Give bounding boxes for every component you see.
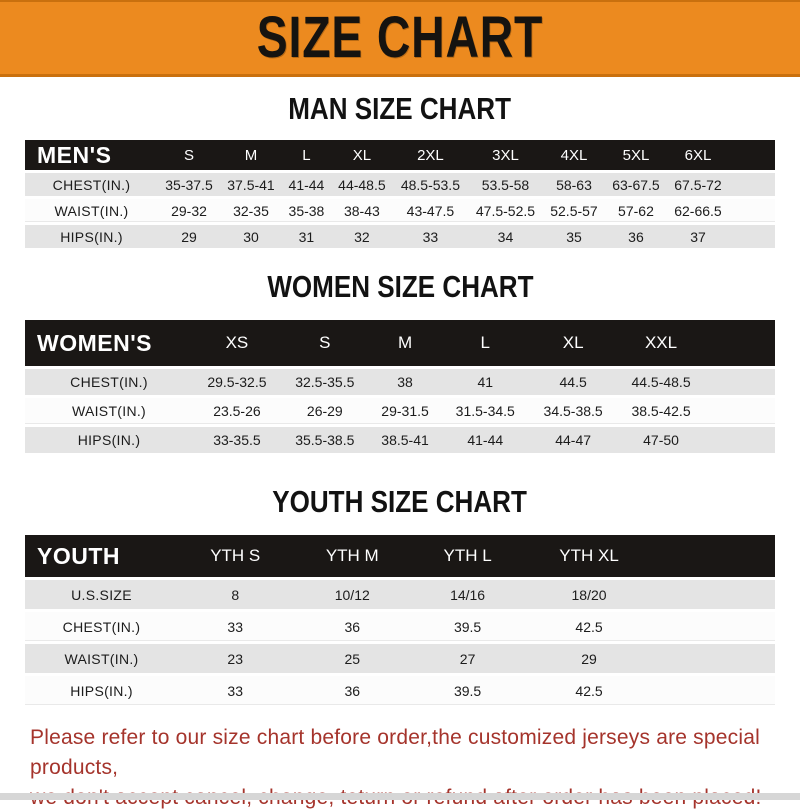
section-youth bbox=[0, 484, 800, 708]
table-row bbox=[25, 580, 775, 609]
women-size-table bbox=[25, 317, 775, 456]
table-row bbox=[25, 612, 775, 641]
size-cell: 42.5 bbox=[523, 612, 655, 641]
size-cell: 35 bbox=[543, 225, 605, 248]
size-cell: 33 bbox=[178, 676, 292, 705]
row-label: WAIST(IN.) bbox=[25, 199, 158, 222]
size-cell: 44.5-48.5 bbox=[617, 369, 705, 395]
size-cell: 38 bbox=[369, 369, 442, 395]
table-row bbox=[25, 644, 775, 673]
size-cell: 63-67.5 bbox=[605, 173, 667, 196]
size-column-header: L bbox=[441, 320, 529, 366]
size-cell: 27 bbox=[412, 644, 523, 673]
size-cell: 44-48.5 bbox=[331, 173, 393, 196]
size-column-header: 6XL bbox=[667, 140, 729, 170]
men-heading-text: MAN SIZE CHART bbox=[288, 91, 512, 126]
size-cell: 35-38 bbox=[282, 199, 331, 222]
size-cell: 35.5-38.5 bbox=[281, 427, 369, 453]
row-filler bbox=[705, 369, 775, 395]
row-filler bbox=[729, 199, 775, 222]
size-cell: 33 bbox=[393, 225, 468, 248]
row-label: WAIST(IN.) bbox=[25, 644, 178, 673]
row-label: HIPS(IN.) bbox=[25, 225, 158, 248]
size-cell: 34 bbox=[468, 225, 543, 248]
size-cell: 8 bbox=[178, 580, 292, 609]
youth-size-table bbox=[25, 532, 775, 708]
size-cell: 36 bbox=[605, 225, 667, 248]
size-column-header: 2XL bbox=[393, 140, 468, 170]
size-cell: 67.5-72 bbox=[667, 173, 729, 196]
size-cell: 44.5 bbox=[529, 369, 617, 395]
size-cell: 10/12 bbox=[292, 580, 412, 609]
table-row bbox=[25, 173, 775, 196]
table-row bbox=[25, 676, 775, 705]
size-cell: 23 bbox=[178, 644, 292, 673]
size-cell: 34.5-38.5 bbox=[529, 398, 617, 424]
size-cell: 36 bbox=[292, 676, 412, 705]
table-row bbox=[25, 225, 775, 248]
header-filler bbox=[705, 320, 775, 366]
size-cell: 47-50 bbox=[617, 427, 705, 453]
row-filler bbox=[655, 644, 775, 673]
size-column-header: YTH XL bbox=[523, 535, 655, 577]
row-label: WAIST(IN.) bbox=[25, 398, 193, 424]
size-table-header-row bbox=[25, 535, 775, 577]
size-cell: 33 bbox=[178, 612, 292, 641]
size-column-header: 4XL bbox=[543, 140, 605, 170]
row-filler bbox=[705, 427, 775, 453]
size-column-header: M bbox=[220, 140, 282, 170]
size-column-header: XXL bbox=[617, 320, 705, 366]
size-cell: 29-32 bbox=[158, 199, 220, 222]
size-cell: 41-44 bbox=[282, 173, 331, 196]
size-cell: 38.5-41 bbox=[369, 427, 442, 453]
size-cell: 36 bbox=[292, 612, 412, 641]
size-column-header: XL bbox=[529, 320, 617, 366]
size-column-header: S bbox=[281, 320, 369, 366]
size-cell: 29 bbox=[523, 644, 655, 673]
table-corner-label: WOMEN'S bbox=[25, 320, 193, 366]
row-label: CHEST(IN.) bbox=[25, 612, 178, 641]
row-filler bbox=[729, 173, 775, 196]
size-cell: 32-35 bbox=[220, 199, 282, 222]
table-corner-label: MEN'S bbox=[25, 140, 158, 170]
size-cell: 53.5-58 bbox=[468, 173, 543, 196]
size-column-header: M bbox=[369, 320, 442, 366]
size-column-header: XL bbox=[331, 140, 393, 170]
size-cell: 32 bbox=[331, 225, 393, 248]
size-cell: 43-47.5 bbox=[393, 199, 468, 222]
size-cell: 31 bbox=[282, 225, 331, 248]
size-cell: 42.5 bbox=[523, 676, 655, 705]
size-cell: 37 bbox=[667, 225, 729, 248]
size-cell: 23.5-26 bbox=[193, 398, 281, 424]
size-cell: 47.5-52.5 bbox=[468, 199, 543, 222]
table-row bbox=[25, 398, 775, 424]
size-cell: 29.5-32.5 bbox=[193, 369, 281, 395]
size-cell: 30 bbox=[220, 225, 282, 248]
size-chart-banner bbox=[0, 0, 800, 77]
size-cell: 41 bbox=[441, 369, 529, 395]
size-column-header: 5XL bbox=[605, 140, 667, 170]
row-filler bbox=[705, 398, 775, 424]
size-column-header: 3XL bbox=[468, 140, 543, 170]
row-filler bbox=[655, 580, 775, 609]
size-cell: 58-63 bbox=[543, 173, 605, 196]
size-cell: 39.5 bbox=[412, 676, 523, 705]
women-section-heading bbox=[0, 269, 800, 305]
table-row bbox=[25, 199, 775, 222]
youth-section-heading bbox=[0, 484, 800, 520]
section-men bbox=[0, 91, 800, 251]
size-cell: 31.5-34.5 bbox=[441, 398, 529, 424]
size-cell: 32.5-35.5 bbox=[281, 369, 369, 395]
size-cell: 29-31.5 bbox=[369, 398, 442, 424]
size-cell: 57-62 bbox=[605, 199, 667, 222]
size-cell: 26-29 bbox=[281, 398, 369, 424]
row-label: U.S.SIZE bbox=[25, 580, 178, 609]
size-cell: 48.5-53.5 bbox=[393, 173, 468, 196]
size-cell: 38.5-42.5 bbox=[617, 398, 705, 424]
women-heading-text: WOMEN SIZE CHART bbox=[266, 269, 534, 304]
men-size-table bbox=[25, 137, 775, 251]
row-label: HIPS(IN.) bbox=[25, 427, 193, 453]
size-cell: 39.5 bbox=[412, 612, 523, 641]
table-corner-label: YOUTH bbox=[25, 535, 178, 577]
size-column-header: YTH S bbox=[178, 535, 292, 577]
header-filler bbox=[655, 535, 775, 577]
row-filler bbox=[729, 225, 775, 248]
size-column-header: YTH L bbox=[412, 535, 523, 577]
row-label: CHEST(IN.) bbox=[25, 369, 193, 395]
section-women bbox=[0, 269, 800, 456]
size-cell: 38-43 bbox=[331, 199, 393, 222]
bottom-divider bbox=[0, 793, 800, 800]
size-table-header-row bbox=[25, 320, 775, 366]
size-cell: 25 bbox=[292, 644, 412, 673]
size-cell: 18/20 bbox=[523, 580, 655, 609]
table-row bbox=[25, 427, 775, 453]
size-column-header: XS bbox=[193, 320, 281, 366]
row-label: CHEST(IN.) bbox=[25, 173, 158, 196]
table-row bbox=[25, 369, 775, 395]
men-section-heading bbox=[0, 91, 800, 127]
youth-heading-text: YOUTH SIZE CHART bbox=[272, 484, 528, 519]
size-cell: 29 bbox=[158, 225, 220, 248]
size-cell: 33-35.5 bbox=[193, 427, 281, 453]
size-cell: 62-66.5 bbox=[667, 199, 729, 222]
size-cell: 41-44 bbox=[441, 427, 529, 453]
size-column-header: YTH M bbox=[292, 535, 412, 577]
size-column-header: L bbox=[282, 140, 331, 170]
size-cell: 37.5-41 bbox=[220, 173, 282, 196]
row-label: HIPS(IN.) bbox=[25, 676, 178, 705]
size-cell: 52.5-57 bbox=[543, 199, 605, 222]
banner-title: SIZE CHART bbox=[256, 5, 544, 70]
row-filler bbox=[655, 612, 775, 641]
size-table-header-row bbox=[25, 140, 775, 170]
size-column-header: S bbox=[158, 140, 220, 170]
size-cell: 35-37.5 bbox=[158, 173, 220, 196]
size-cell: 14/16 bbox=[412, 580, 523, 609]
row-filler bbox=[655, 676, 775, 705]
order-policy-line-1: Please refer to our size chart before order,the customized jerseys are special products, bbox=[30, 726, 760, 779]
size-cell: 44-47 bbox=[529, 427, 617, 453]
header-filler bbox=[729, 140, 775, 170]
